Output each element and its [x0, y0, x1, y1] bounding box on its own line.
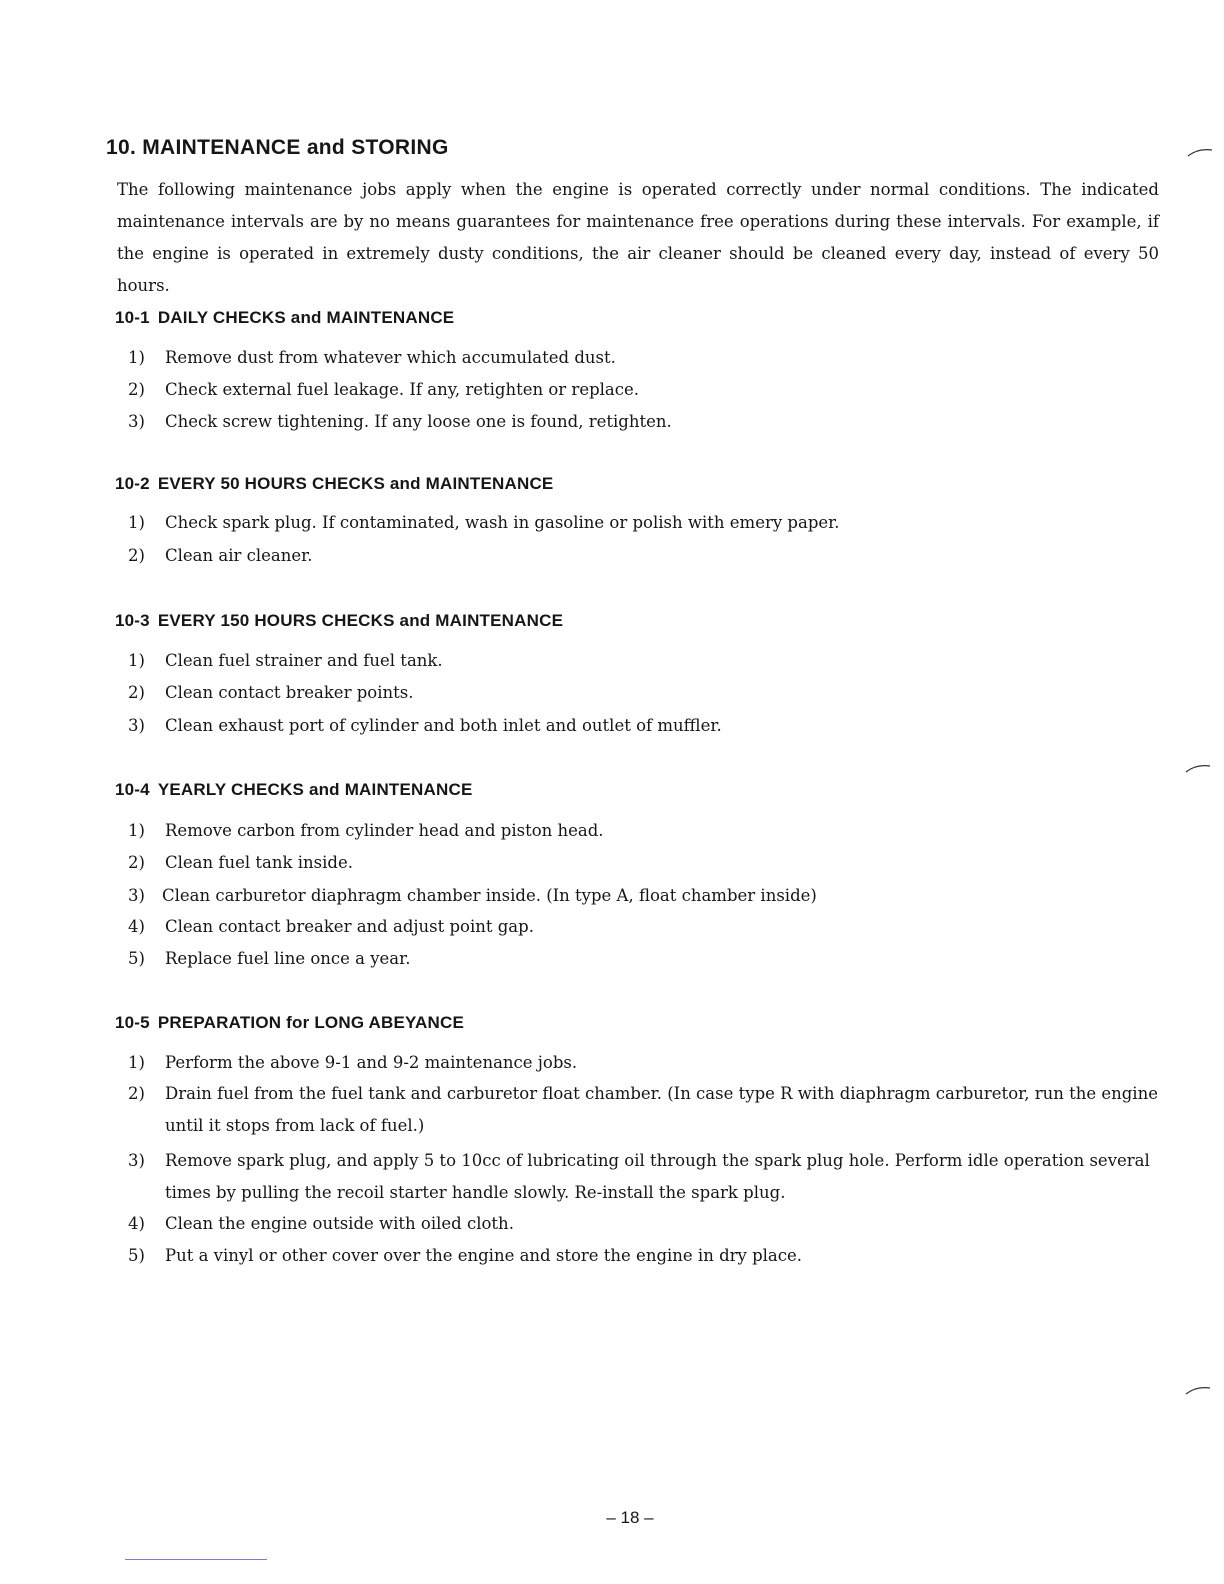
item-number: 2): [128, 853, 145, 872]
list-item: [128, 847, 1160, 879]
item-text: Clean the engine outside with oiled cloth.: [165, 1214, 514, 1233]
list-item: [128, 507, 1160, 539]
item-text: Clean fuel strainer and fuel tank.: [165, 651, 443, 670]
item-text: Clean fuel tank inside.: [165, 853, 353, 872]
section-title: 10. MAINTENANCE and STORING: [106, 136, 449, 159]
list-item: [128, 645, 1160, 677]
scan-edge-mark-icon: [1184, 762, 1212, 776]
subsection-number: 10-5: [115, 1013, 150, 1032]
subsection-title: DAILY CHECKS and MAINTENANCE: [157, 308, 455, 327]
subsection-heading-10-4: [115, 780, 473, 800]
item-number: 2): [128, 380, 145, 399]
page-number: – 18 –: [606, 1508, 654, 1527]
item-number: 2): [128, 683, 145, 702]
subsection-title: EVERY 50 HOURS CHECKS and MAINTENANCE: [157, 474, 554, 493]
item-text: Put a vinyl or other cover over the engine and store the engine in dry place.: [165, 1246, 803, 1265]
item-number: 1): [128, 821, 145, 840]
subsection-title: YEARLY CHECKS and MAINTENANCE: [157, 780, 473, 799]
subsection-number: 10-3: [115, 611, 150, 630]
item-number: 3): [128, 412, 145, 431]
item-number: 3): [128, 716, 145, 735]
list-item: [128, 1240, 1160, 1272]
list-item: [128, 710, 1160, 742]
item-number: 5): [128, 1246, 145, 1265]
list-item: [128, 1047, 1160, 1079]
item-text: Remove carbon from cylinder head and piston head.: [165, 821, 604, 840]
item-number: 1): [128, 513, 145, 532]
item-text: Clean exhaust port of cylinder and both inlet and outlet of muffler.: [165, 716, 722, 735]
item-text: Drain fuel from the fuel tank and carburetor float chamber. (In case type R with diaphragm carburetor, run the engine until it stops from lack of fuel.): [165, 1084, 1158, 1135]
intro-paragraph: The following maintenance jobs apply when the engine is operated correctly under normal conditions. The indicated maintenance intervals are by no means guarantees for maintenance free operations during these intervals. For example, if the engine is operated in extremely dusty conditions, the air cleaner should be cleaned every day, instead of every 50 hours.: [117, 180, 1159, 295]
list-item: [128, 342, 1160, 374]
item-number: 3): [128, 886, 145, 905]
subsection-heading-10-5: [115, 1013, 464, 1033]
item-text: Check spark plug. If contaminated, wash in gasoline or polish with emery paper.: [165, 513, 840, 532]
item-text: Perform the above 9-1 and 9-2 maintenance jobs.: [165, 1053, 578, 1072]
item-number: 1): [128, 1053, 145, 1072]
list-item: [128, 374, 1160, 406]
item-text: Replace fuel line once a year.: [165, 949, 411, 968]
item-text: Check screw tightening. If any loose one is found, retighten.: [165, 412, 672, 431]
list-item: [128, 1145, 1160, 1209]
item-number: 4): [128, 1214, 145, 1233]
list-item: [128, 677, 1160, 709]
scan-edge-mark-icon: [1184, 1384, 1212, 1398]
subsection-number: 10-2: [115, 474, 150, 493]
subsection-heading-10-3: [115, 611, 563, 631]
item-text: Check external fuel leakage. If any, retighten or replace.: [165, 380, 640, 399]
list-item: [128, 1208, 1160, 1240]
subsection-title: PREPARATION for LONG ABEYANCE: [157, 1013, 464, 1032]
subsection-number: 10-1: [115, 308, 150, 327]
item-text: Clean air cleaner.: [165, 546, 313, 565]
item-text: Clean contact breaker and adjust point gap.: [165, 917, 534, 936]
list-item: [128, 406, 1160, 438]
item-number: 3): [128, 1151, 145, 1170]
subsection-title: EVERY 150 HOURS CHECKS and MAINTENANCE: [157, 611, 564, 630]
list-item: [128, 911, 1160, 943]
item-text: Clean contact breaker points.: [165, 683, 414, 702]
item-number: 4): [128, 917, 145, 936]
item-number: 1): [128, 651, 145, 670]
item-number: 5): [128, 949, 145, 968]
item-text: Remove spark plug, and apply 5 to 10cc of lubricating oil through the spark plug hole. Perform idle operation several times by pulling the recoil starter handle slowly. Re-install the spark plug.: [165, 1151, 1150, 1202]
list-item: [128, 540, 1160, 572]
list-item: [128, 815, 1160, 847]
item-number: 2): [128, 1084, 145, 1103]
subsection-number: 10-4: [115, 780, 150, 799]
subsection-heading-10-2: [115, 474, 553, 494]
list-item: [128, 943, 1160, 975]
item-number: 1): [128, 348, 145, 367]
item-text: Clean carburetor diaphragm chamber inside. (In type A, float chamber inside): [162, 886, 817, 905]
item-text: Remove dust from whatever which accumulated dust.: [165, 348, 616, 367]
list-item: [128, 880, 1160, 912]
item-number: 2): [128, 546, 145, 565]
footer-rule: [125, 1559, 267, 1560]
subsection-heading-10-1: [115, 308, 454, 328]
scan-edge-mark-icon: [1186, 146, 1214, 160]
list-item: [128, 1078, 1160, 1142]
